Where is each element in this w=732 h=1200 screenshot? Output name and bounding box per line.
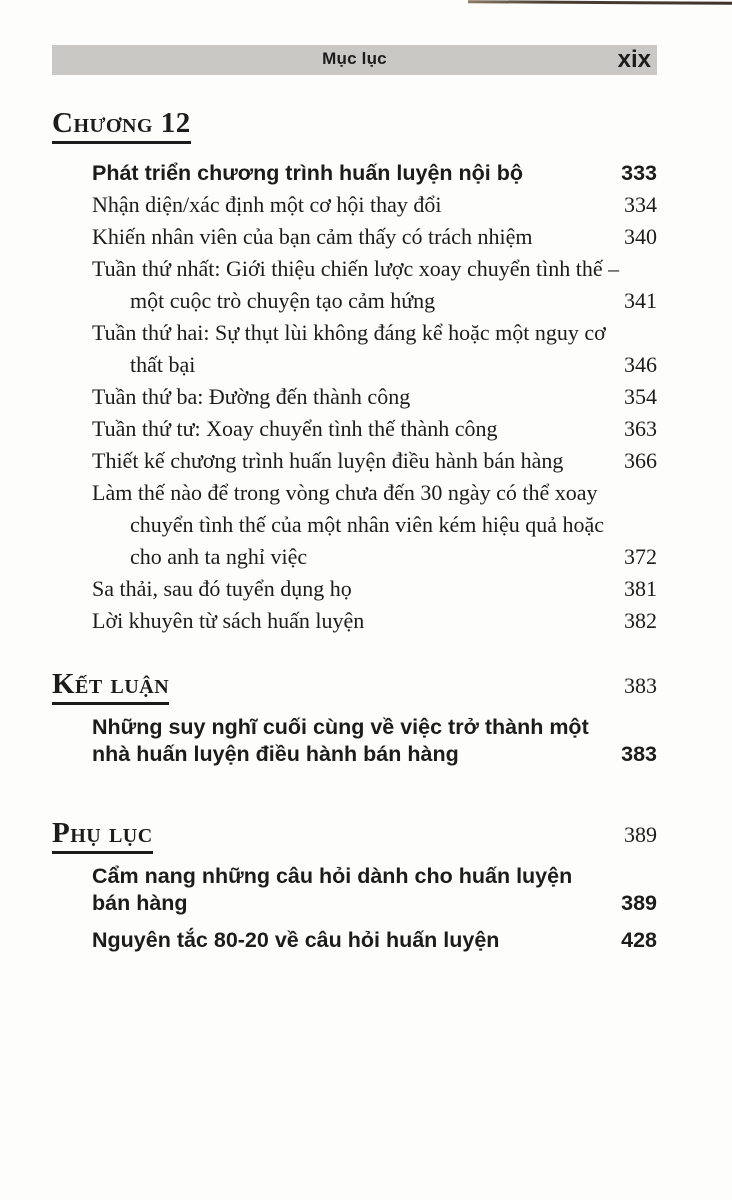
toc-section-phu-luc — [52, 816, 657, 956]
entry-page-number: 363 — [624, 416, 657, 441]
entry-page-number: 366 — [624, 448, 657, 473]
toc-entry — [92, 605, 657, 637]
entry-text: chuyển tình thế của một nhân viên kém hiệu quả hoặc — [130, 512, 605, 537]
entry-text: Nhận diện/xác định một cơ hội thay đổi — [92, 192, 442, 217]
section-heading-row — [52, 106, 657, 144]
toc-entry — [92, 477, 657, 573]
entry-text: bán hàng — [92, 891, 188, 915]
entry-page-number: 381 — [624, 576, 657, 601]
entry-page-number: 428 — [621, 928, 657, 952]
toc-entry — [92, 157, 657, 189]
entry-text: Lời khuyên từ sách huấn luyện — [92, 608, 365, 633]
scan-artifact-line — [468, 0, 732, 4]
toc-entry — [92, 221, 657, 253]
entry-text: Phát triển chương trình huấn luyện nội bộ — [92, 161, 523, 185]
toc-section-ket-luan — [52, 667, 657, 768]
section-heading-row — [52, 667, 657, 705]
entry-text: Sa thải, sau đó tuyển dụng họ — [92, 576, 352, 601]
toc-entry — [92, 413, 657, 445]
entry-text: Tuần thứ hai: Sự thụt lùi không đáng kể hoặc một nguy cơ — [92, 320, 606, 345]
toc-entry — [92, 863, 657, 917]
section-entries — [92, 157, 657, 637]
section-heading-row — [52, 816, 657, 854]
entry-page-number: 382 — [624, 608, 657, 633]
section-heading: Kết luận — [52, 667, 169, 705]
entry-page-number: 389 — [621, 891, 657, 915]
toc-entry — [92, 924, 657, 956]
toc-entry — [92, 573, 657, 605]
section-page-number: 389 — [624, 822, 657, 847]
toc-entry — [92, 253, 657, 317]
toc-entry — [92, 714, 657, 768]
entry-page-number: 334 — [624, 192, 657, 217]
section-page-number: 383 — [624, 673, 657, 698]
page-number-roman: xix — [617, 46, 651, 73]
entry-page-number: 383 — [621, 742, 657, 766]
toc-entry — [92, 189, 657, 221]
entry-page-number: 333 — [621, 161, 657, 185]
entry-page-number: 354 — [624, 384, 657, 409]
toc-entry — [92, 317, 657, 381]
entry-page-number: 341 — [624, 288, 657, 313]
entry-page-number: 346 — [624, 352, 657, 377]
toc-entry — [92, 445, 657, 477]
entry-text: Khiến nhân viên của bạn cảm thấy có trách nhiệm — [92, 224, 533, 249]
entry-text: Làm thế nào để trong vòng chưa đến 30 ngày có thể xoay — [92, 480, 598, 505]
entry-text: Tuần thứ nhất: Giới thiệu chiến lược xoay chuyển tình thế – — [92, 256, 620, 281]
section-entries — [92, 714, 657, 768]
entry-text: Thiết kế chương trình huấn luyện điều hành bán hàng — [92, 448, 564, 473]
entry-text: Những suy nghĩ cuối cùng về việc trở thành một — [92, 715, 589, 739]
page-header-bar — [52, 45, 657, 75]
entry-text: Cẩm nang những câu hỏi dành cho huấn luyện — [92, 864, 573, 888]
entry-text: nhà huấn luyện điều hành bán hàng — [92, 742, 459, 766]
entry-text: một cuộc trò chuyện tạo cảm hứng — [130, 288, 436, 313]
entry-text: thất bại — [130, 352, 196, 377]
table-of-contents — [52, 106, 657, 956]
entry-text: Nguyên tắc 80-20 về câu hỏi huấn luyện — [92, 928, 500, 952]
toc-section-chuong-12 — [52, 106, 657, 637]
entry-text: Tuần thứ tư: Xoay chuyển tình thế thành công — [92, 416, 498, 441]
toc-entry — [92, 381, 657, 413]
page-header-title: Mục lục — [322, 49, 387, 68]
entry-text: cho anh ta nghỉ việc — [130, 544, 308, 569]
entry-text: Tuần thứ ba: Đường đến thành công — [92, 384, 411, 409]
entry-page-number: 340 — [624, 224, 657, 249]
section-heading: Phụ lục — [52, 816, 153, 854]
section-entries — [92, 863, 657, 956]
section-heading: Chương 12 — [52, 106, 191, 144]
entry-page-number: 372 — [624, 544, 657, 569]
